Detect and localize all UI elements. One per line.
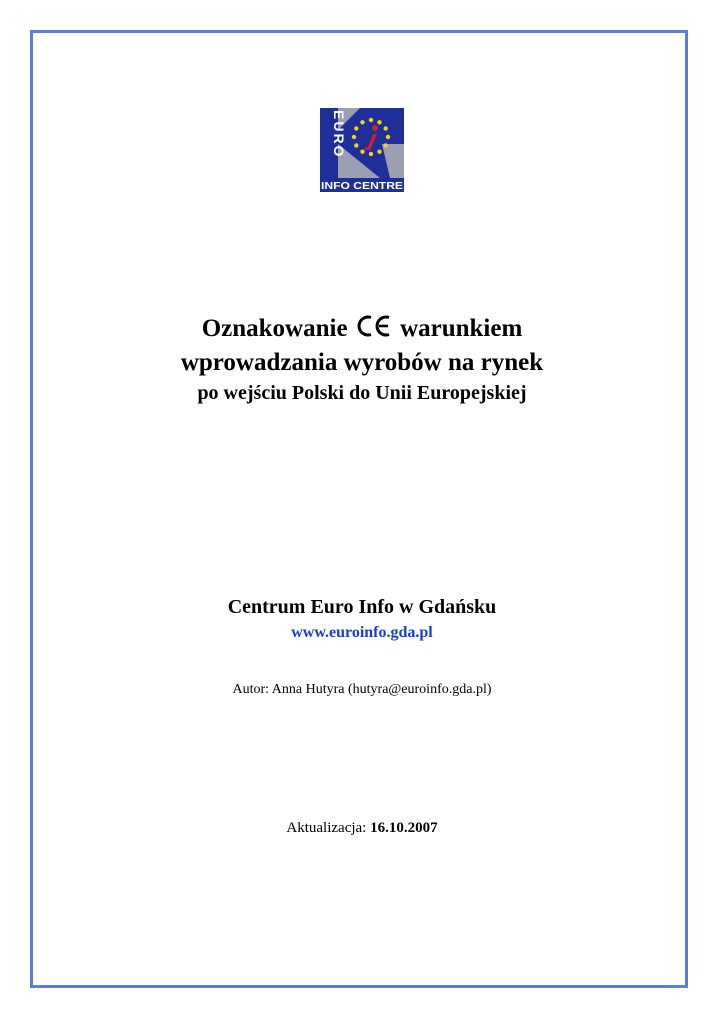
logo-info-centre-text: INFO CENTRE xyxy=(321,181,404,192)
logo-graphic xyxy=(320,108,404,192)
center-name: Centrum Euro Info w Gdańsku xyxy=(227,596,497,618)
logo-euro-text: EURO xyxy=(331,110,347,159)
document-title xyxy=(60,312,664,406)
title-line-1 xyxy=(60,312,664,346)
update-line xyxy=(60,818,664,838)
title-line-3: po wejściu Polski do Unii Europejskiej xyxy=(197,382,527,404)
title-line-1-start: Oznakowanie xyxy=(201,315,348,342)
title-line-2: wprowadzania wyrobów na rynek xyxy=(180,349,544,376)
update-date: 16.10.2007 xyxy=(370,820,438,836)
logo-i-dot xyxy=(372,125,378,131)
author-line: Autor: Anna Hutyra (hutyra@euroinfo.gda.pl) xyxy=(232,682,492,697)
title-line-1-end: warunkiem xyxy=(400,315,523,342)
ce-mark-icon xyxy=(356,314,392,338)
center-website-link[interactable]: www.euroinfo.gda.pl xyxy=(291,624,433,641)
update-label: Aktualizacja: xyxy=(286,820,367,836)
center-info xyxy=(60,594,664,646)
euro-info-centre-logo xyxy=(320,108,404,192)
